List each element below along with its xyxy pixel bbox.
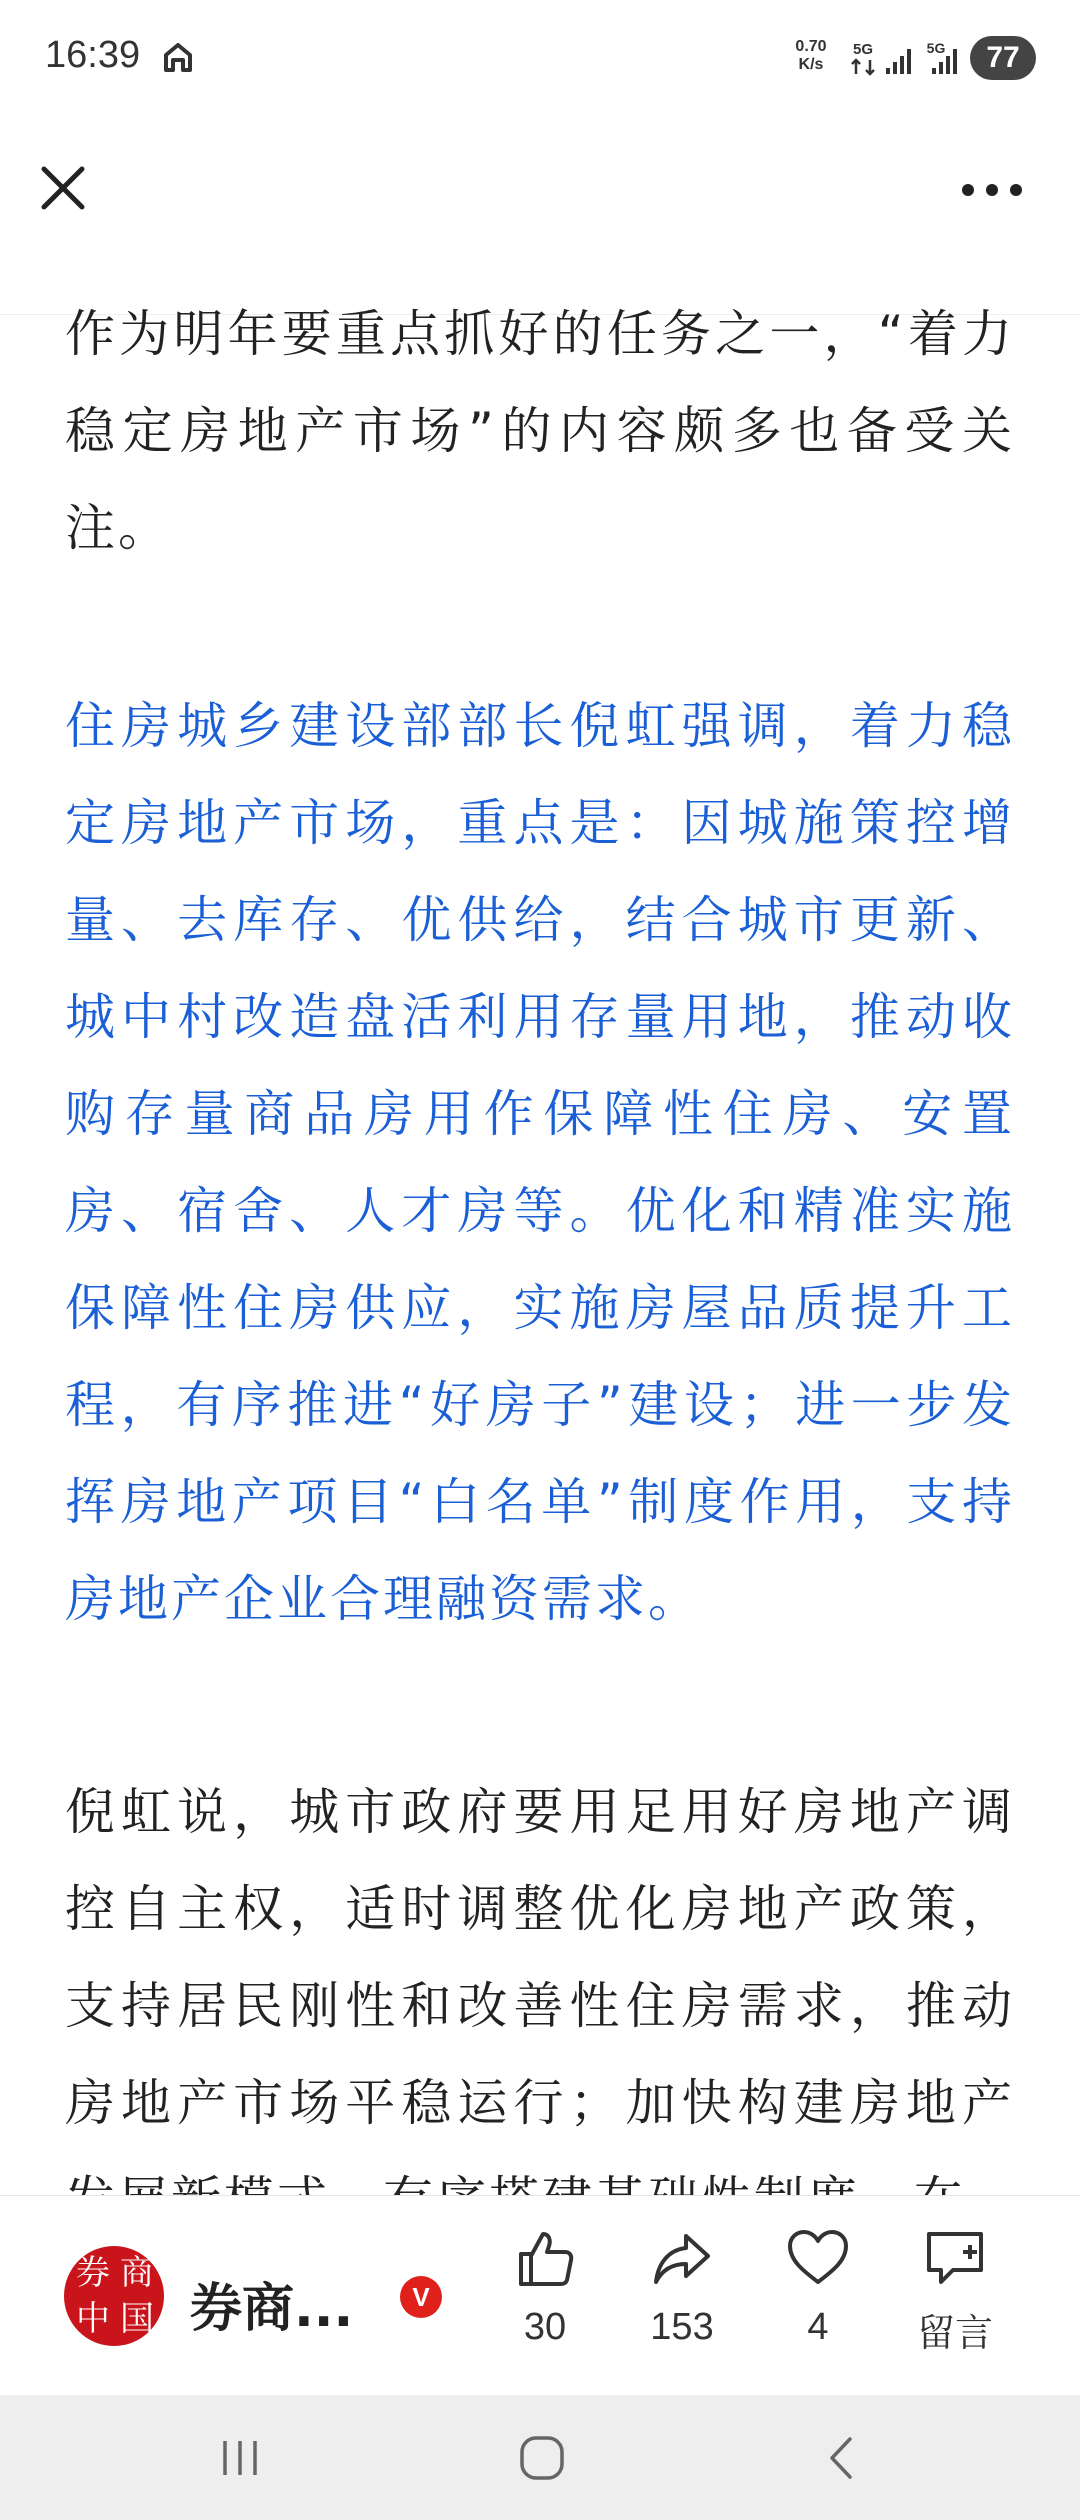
article-paragraph-3: 倪虹说，城市政府要用足用好房地产调控自主权，适时调整优化房地产政策，支持居民刚性和改善性住房需求，推动房地产市场平稳运行；加快构建房地产 [65, 1783, 1015, 2132]
favorite-count: 4 [807, 2306, 829, 2348]
signal-strength-icon-1 [884, 40, 918, 76]
more-dots-icon[interactable] [952, 165, 1032, 215]
data-arrows-icon [846, 40, 880, 76]
thumbs-up-icon [513, 2226, 577, 2290]
comment-add-icon [923, 2226, 987, 2290]
heart-icon [786, 2226, 850, 2290]
article-paragraph-highlight: 住房城乡建设部部长倪虹强调，着力稳定房地产市场，重点是：因城施策控增量、去库存、优供给，结合城市更新、城中村改造盘活利用存量用地，推动收购存量商品房用作保障性住房、安置房、宿舍、人才房等。优化和精准实施保障性住房供应，实施房屋品质提升工程，有序推进“好房子”建设；进一步发挥房地产项目“白名单”制度作用，支持房地产企业合理融资需求。 [65, 697, 1015, 1628]
system-nav-bar [0, 2395, 1080, 2520]
share-count: 153 [650, 2306, 714, 2348]
home-icon[interactable] [515, 2431, 569, 2485]
avatar-char-1: 券 [76, 2253, 110, 2293]
top-bar [0, 115, 1080, 315]
back-icon[interactable] [818, 2433, 868, 2483]
share-button[interactable] [622, 2226, 742, 2376]
signal-strength-icon-2 [922, 40, 966, 76]
svg-text:5G: 5G [852, 41, 874, 58]
avatar-char-2: 商 [120, 2253, 154, 2293]
comment-button[interactable] [895, 2226, 1015, 2376]
avatar-char-3: 中 [76, 2299, 110, 2339]
verified-badge: V [400, 2276, 442, 2318]
status-time: 16:39 [45, 34, 141, 76]
author-name[interactable]: 券商... [190, 2279, 354, 2339]
author-avatar[interactable] [64, 2246, 164, 2346]
comment-label: 留言 [916, 2311, 993, 2355]
battery-indicator: 77 [970, 36, 1036, 80]
action-bar [0, 2195, 1080, 2395]
article-paragraph-1: 作为明年要重点抓好的任务之一，“着力稳定房地产市场”的内容颇多也备受关注。 [65, 305, 1015, 557]
status-bar [0, 0, 1080, 115]
avatar-char-4: 国 [120, 2299, 154, 2339]
svg-text:5G: 5G [926, 40, 946, 56]
network-speed: 0.70 K/s [795, 38, 827, 73]
favorite-button[interactable] [758, 2226, 878, 2376]
recent-apps-icon[interactable] [215, 2433, 265, 2483]
share-arrow-icon [650, 2226, 714, 2290]
like-button[interactable] [485, 2226, 605, 2376]
home-status-icon [162, 42, 194, 72]
like-count: 30 [523, 2306, 567, 2348]
close-icon[interactable] [30, 155, 96, 221]
article-body [0, 305, 1080, 2196]
